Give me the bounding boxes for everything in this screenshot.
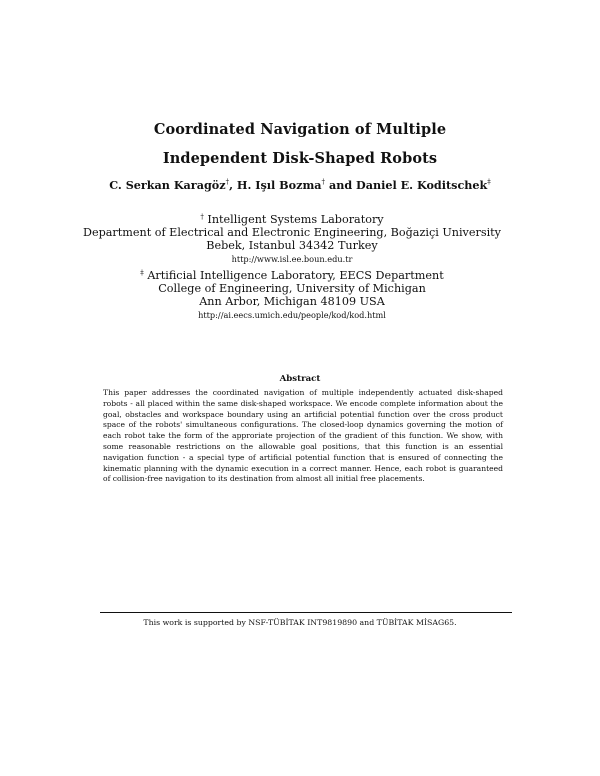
author-bozma: H. Işıl Bozma (236, 178, 322, 192)
affiliation-1-lab-line (0, 211, 584, 226)
footnote-rule (100, 612, 512, 613)
affiliation-1-lab: Intelligent Systems Laboratory (203, 213, 384, 226)
affiliation-2-url: http://ai.eecs.umich.edu/people/kod/kod.html (198, 310, 386, 320)
affiliation-2-mark: ‡ (140, 269, 144, 277)
abstract-body: This paper addresses the coordinated navigation of multiple independently actuated disk-shaped robots - all placed within the same disk-shaped workspace. We encode complete information about the goal, obstacles and workspace boundary using an artificial potential function over the cross product space of the robots' simultaneous configurations. The closed-loop dynamics governing the motion of each robot take the form of the approriate projection of the gradient of this function. We show, with some reasonable restrictions on the allowable goal positions, that this function is an essential navigation function - a special type of artificial potential function that is ensured of connecting the kinematic planning with the dynamic execution in a correct manner. Hence, each robot is guaranteed of collision-free navigation to its destination from almost all initial free placements. (103, 388, 503, 484)
title-line-2: Independent Disk-Shaped Robots (162, 150, 438, 167)
affiliation-2-lab-line (0, 267, 584, 282)
affiliation-1 (0, 211, 584, 266)
author-separator: and (325, 178, 357, 192)
author-koditschek-mark: ‡ (487, 178, 491, 186)
affiliation-2 (0, 267, 584, 322)
abstract-heading: Abstract (279, 374, 321, 384)
author-koditschek: Daniel E. Koditschek (356, 178, 488, 192)
affiliation-2-lab: Artificial Intelligence Laboratory, EECS Department (143, 269, 444, 282)
funding-footnote: This work is supported by NSF-TÜBİTAK INT9819890 and TÜBİTAK MİSAG65. (143, 618, 457, 627)
author-karagoz-mark: † (225, 178, 230, 186)
title-line-1: Coordinated Navigation of Multiple (153, 121, 447, 138)
affiliation-1-mark: † (200, 213, 204, 221)
affiliation-1-dept: Department of Electrical and Electronic Engineering, Boğaziçi University (83, 226, 501, 239)
author-bozma-mark: † (321, 178, 326, 186)
affiliation-1-address: Bebek, Istanbul 34342 Turkey (206, 239, 378, 252)
author-karagoz: C. Serkan Karagöz (109, 178, 226, 192)
author-separator: , (229, 178, 237, 192)
author-list (0, 178, 600, 192)
affiliation-1-url: http://www.isl.ee.boun.edu.tr (231, 254, 353, 264)
affiliation-2-college: College of Engineering, University of Michigan (158, 282, 426, 295)
affiliation-2-address: Ann Arbor, Michigan 48109 USA (199, 295, 385, 308)
